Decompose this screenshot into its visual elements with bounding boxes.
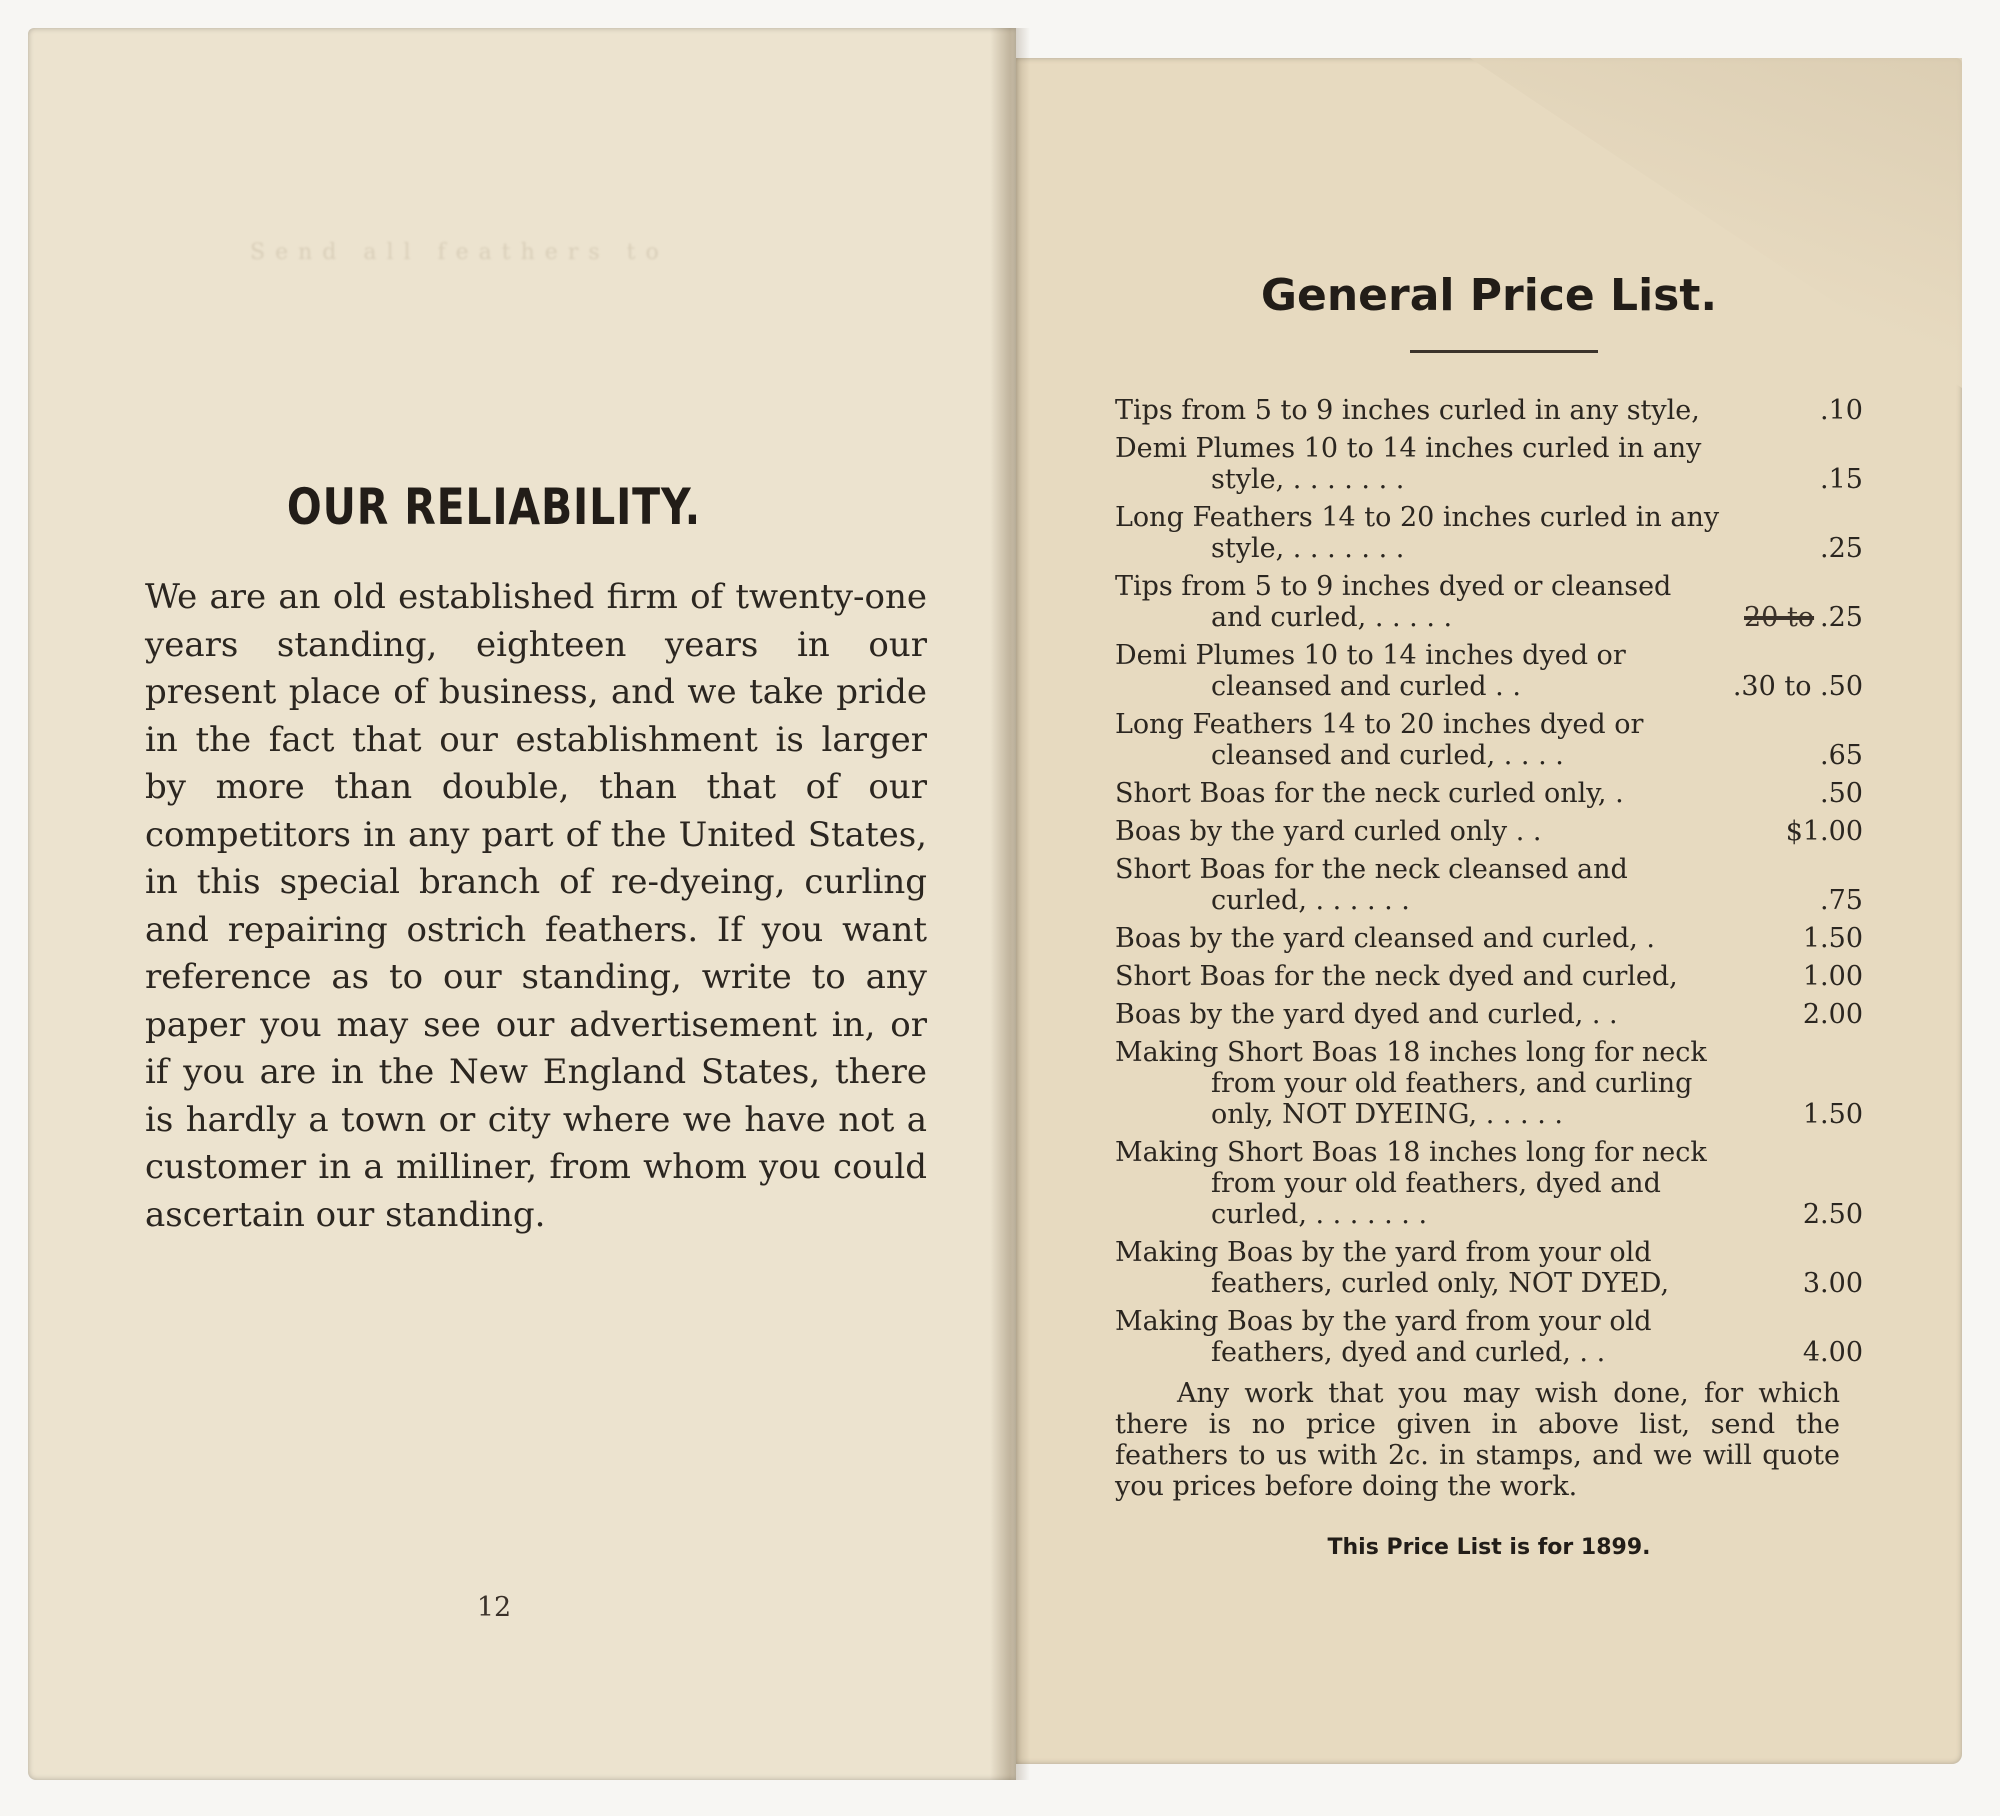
price-item xyxy=(1115,1037,1863,1130)
price-item xyxy=(1115,1306,1863,1368)
price-value xyxy=(1743,602,1863,633)
price-item xyxy=(1115,709,1863,771)
price-amount: .25 xyxy=(1820,602,1863,633)
price-item-text: Tips from 5 to 9 inches curled in any style, xyxy=(1115,395,1700,426)
price-item-text: Boas by the yard cleansed and curled, . xyxy=(1115,923,1656,954)
price-list-note: Any work that you may wish done, for which there is no price given in above list, send the feathers to us with 2c. in stamps, and we will quote you prices before doing the work. xyxy=(1115,1378,1840,1502)
price-item xyxy=(1115,854,1863,916)
left-page-body: We are an old established firm of twenty-one years standing, eighteen years in our present place of business, and we take pride in the fact that our establishment is larger by more than double, than that of our competitors in any part of the United States, in this special branch of re-dyeing, curling and repairing ostrich feathers. If you want reference as to our standing, write to any paper you may see our advertisement in, or if you are in the New England States, there is hardly a town or city where we have not a customer in a milliner, from whom you could ascertain our standing. xyxy=(145,577,927,1235)
price-item-text: Making Boas by the yard from your old feathers, dyed and curled, . . xyxy=(1115,1306,1652,1368)
price-item xyxy=(1115,1237,1863,1299)
price-value: .75 xyxy=(1820,885,1863,916)
price-item-text: Boas by the yard dyed and curled, . . xyxy=(1115,999,1618,1030)
price-item xyxy=(1115,816,1863,847)
price-item-text: Making Short Boas 18 inches long for neck from your old feathers, dyed and curled, . . . . . . . xyxy=(1115,1137,1707,1230)
price-item-text: Short Boas for the neck cleansed and curled, . . . . . . xyxy=(1115,854,1628,916)
price-list-footer: This Price List is for 1899. xyxy=(1327,1535,1651,1560)
price-item xyxy=(1115,961,1863,992)
price-value: .15 xyxy=(1820,464,1863,495)
price-value: 1.50 xyxy=(1802,1099,1863,1130)
price-list xyxy=(1115,395,1863,1375)
price-item xyxy=(1115,1137,1863,1230)
price-item xyxy=(1115,502,1863,564)
price-item xyxy=(1115,923,1863,954)
price-item-text: Making Boas by the yard from your old feathers, curled only, NOT DYED, xyxy=(1115,1237,1670,1299)
price-value: $1.00 xyxy=(1785,816,1863,847)
price-item-text: Demi Plumes 10 to 14 inches curled in any style, . . . . . . . xyxy=(1115,433,1702,495)
price-item-text: Boas by the yard curled only . . xyxy=(1115,816,1542,847)
price-value: 1.00 xyxy=(1802,961,1863,992)
faded-header-text: Send all feathers to xyxy=(250,240,669,265)
left-page-heading: OUR RELIABILITY. xyxy=(286,478,702,536)
price-value: .65 xyxy=(1820,740,1863,771)
price-value: 1.50 xyxy=(1802,923,1863,954)
price-value: 2.00 xyxy=(1802,999,1863,1030)
price-value: .30 to .50 xyxy=(1732,671,1863,702)
page-number: 12 xyxy=(476,1592,512,1623)
price-value: 2.50 xyxy=(1802,1199,1863,1230)
price-item xyxy=(1115,999,1863,1030)
price-item-text: Making Short Boas 18 inches long for neck from your old feathers, and curling only, NOT DYEING, . . . . . xyxy=(1115,1037,1707,1130)
price-item xyxy=(1115,571,1863,633)
price-item-text: Short Boas for the neck dyed and curled, xyxy=(1115,961,1678,992)
price-item-text: Demi Plumes 10 to 14 inches dyed or cleansed and curled . . xyxy=(1115,640,1626,702)
price-item-text: Long Feathers 14 to 20 inches dyed or cleansed and curled, . . . . xyxy=(1115,709,1644,771)
price-item-text: Long Feathers 14 to 20 inches curled in any style, . . . . . . . xyxy=(1115,502,1720,564)
price-value: 3.00 xyxy=(1802,1268,1863,1299)
price-item xyxy=(1115,433,1863,495)
heading-rule xyxy=(1410,350,1598,353)
price-value: .25 xyxy=(1820,533,1863,564)
price-item-text: Short Boas for the neck curled only, . xyxy=(1115,778,1624,809)
price-value: .10 xyxy=(1820,395,1863,426)
price-item xyxy=(1115,640,1863,702)
struck-price: 20 to xyxy=(1744,602,1815,633)
price-list-heading: General Price List. xyxy=(1260,270,1718,321)
price-item xyxy=(1115,778,1863,809)
price-item xyxy=(1115,395,1863,426)
price-item-text: Tips from 5 to 9 inches dyed or cleansed and curled, . . . . . xyxy=(1115,571,1672,633)
price-value: .50 xyxy=(1820,778,1863,809)
price-value: 4.00 xyxy=(1802,1337,1863,1368)
